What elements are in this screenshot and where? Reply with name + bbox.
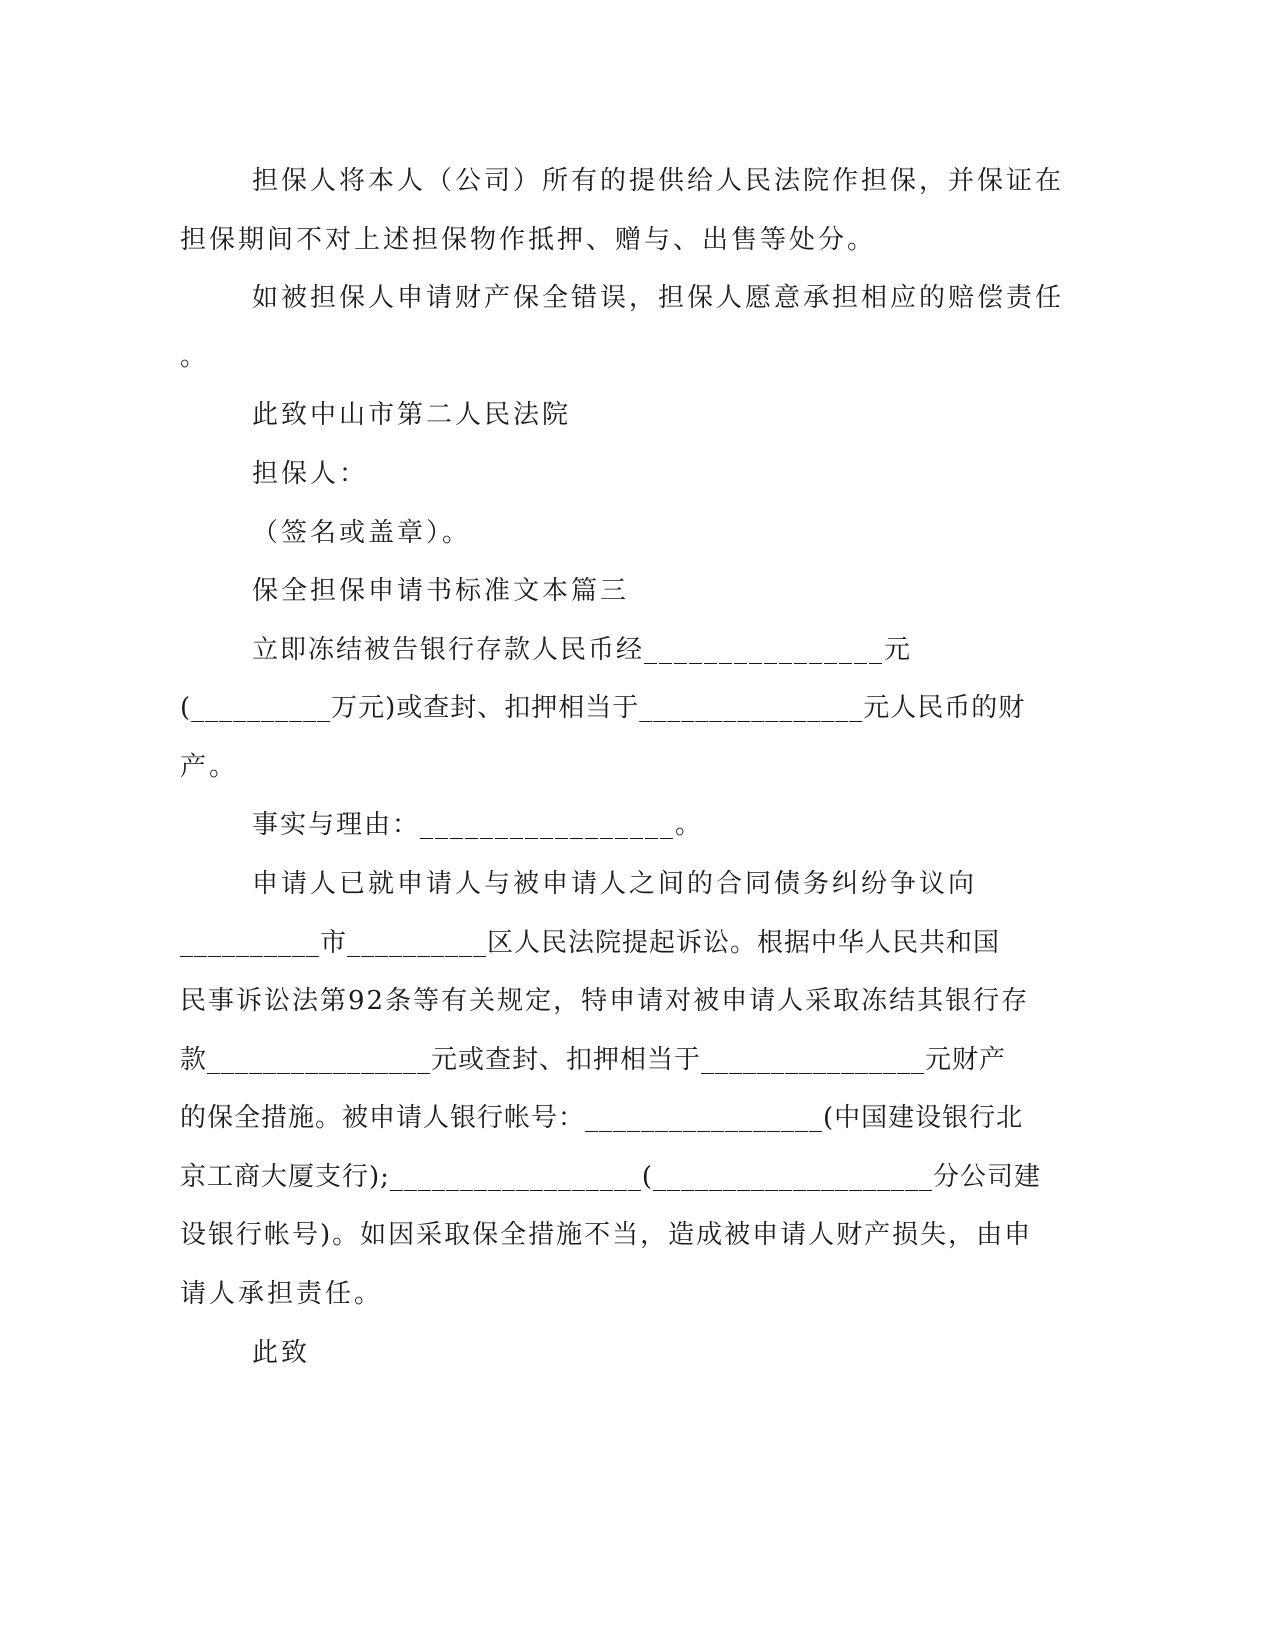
paragraph-line: 的保全措施。被申请人银行帐号：_________________(中国建设银行北 [180,1103,1024,1133]
paragraph-line: （签名或盖章）。 [252,518,472,548]
paragraph-line: 款________________元或查封、扣押相当于________________元财产 [180,1045,1007,1075]
paragraph-line: __________市__________区人民法院提起诉讼。根据中华人民共和国 [180,928,1001,958]
paragraph-line: 担保人： [252,459,369,489]
paragraph-line: 京工商大厦支行);__________________(____________________分公司建 [180,1162,1042,1192]
paragraph-line: 产。 [180,752,239,782]
closing-line: 此致 [252,1338,311,1368]
paragraph-line: 。 [180,342,210,372]
paragraph-line: 请人承担责任。 [180,1279,384,1309]
paragraph-line: 如被担保人申请财产保全错误，担保人愿意承担相应的赔偿责任 [252,283,1065,313]
paragraph-line: 事实与理由：_________________。 [252,810,704,840]
paragraph-line: 申请人已就申请人与被申请人之间的合同债务纠纷争议向 [252,869,978,899]
paragraph-line: (__________万元)或查封、扣押相当于________________元人民币的财 [180,693,1026,723]
paragraph-line: 民事诉讼法第92条等有关规定，特申请对被申请人采取冻结其银行存 [180,986,1030,1016]
paragraph-line: 立即冻结被告银行存款人民币经________________元 [252,635,913,665]
paragraph-line: 担保期间不对上述担保物作抵押、赠与、出售等处分。 [180,225,877,255]
paragraph-line: 设银行帐号)。如因采取保全措施不当，造成被申请人财产损失，由申 [180,1220,1033,1250]
paragraph-line: 担保人将本人（公司）所有的提供给人民法院作担保，并保证在 [252,166,1065,196]
paragraph-line: 此致中山市第二人民法院 [252,400,572,430]
section-heading: 保全担保申请书标准文本篇三 [252,576,630,606]
